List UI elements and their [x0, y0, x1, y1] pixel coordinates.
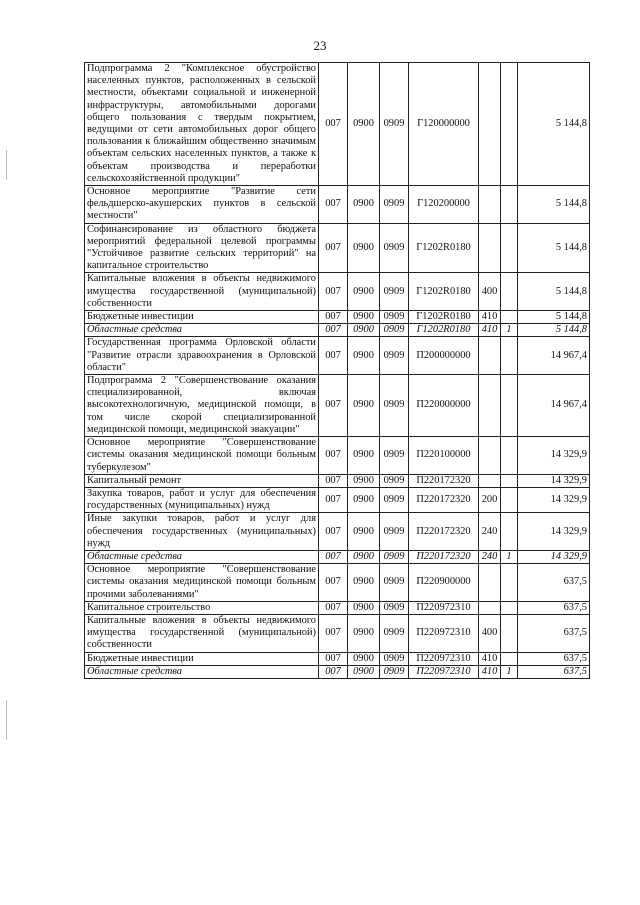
table-row [85, 223, 590, 273]
target-article-cell: П220972310 [409, 614, 479, 652]
section-code-cell: 0900 [348, 474, 380, 487]
amount-cell: 637,5 [518, 652, 590, 665]
target-article-cell: П220972310 [409, 601, 479, 614]
target-article-cell: Г1202R0180 [409, 223, 479, 273]
subsection-code-cell: 0909 [380, 337, 409, 375]
expense-type-cell [479, 437, 501, 475]
admin-code-cell: 007 [319, 665, 348, 678]
table-row [85, 63, 590, 186]
subsection-code-cell: 0909 [380, 550, 409, 563]
row-name-cell: Капитальный ремонт [85, 474, 319, 487]
table-row [85, 513, 590, 551]
subsection-code-cell: 0909 [380, 311, 409, 324]
table-row [85, 474, 590, 487]
funding-source-cell [501, 487, 518, 512]
admin-code-cell: 007 [319, 186, 348, 224]
binder-mark [6, 150, 7, 180]
row-name-cell: Капитальные вложения в объекты недвижимого имущества государственной (муниципальной) собственности [85, 273, 319, 311]
funding-source-cell: 1 [501, 665, 518, 678]
funding-source-cell [501, 311, 518, 324]
funding-source-cell [501, 273, 518, 311]
admin-code-cell: 007 [319, 273, 348, 311]
row-name-cell: Софинансирование из областного бюджета мероприятий федеральной целевой программы "Устойчивое развитие сельских территорий" на капитальное строительство [85, 223, 319, 273]
expense-type-cell: 200 [479, 487, 501, 512]
funding-source-cell [501, 614, 518, 652]
expense-type-cell [479, 63, 501, 186]
section-code-cell: 0900 [348, 186, 380, 224]
amount-cell: 14 329,9 [518, 513, 590, 551]
admin-code-cell: 007 [319, 375, 348, 437]
amount-cell: 14 329,9 [518, 437, 590, 475]
target-article-cell: П220972310 [409, 652, 479, 665]
target-article-cell: П220172320 [409, 487, 479, 512]
subsection-code-cell: 0909 [380, 324, 409, 337]
subsection-code-cell: 0909 [380, 273, 409, 311]
table-row [85, 601, 590, 614]
target-article-cell: П220172320 [409, 474, 479, 487]
expense-type-cell: 400 [479, 614, 501, 652]
target-article-cell: П220972310 [409, 665, 479, 678]
subsection-code-cell: 0909 [380, 513, 409, 551]
section-code-cell: 0900 [348, 564, 380, 602]
funding-source-cell: 1 [501, 550, 518, 563]
section-code-cell: 0900 [348, 614, 380, 652]
funding-source-cell [501, 186, 518, 224]
table-row [85, 665, 590, 678]
admin-code-cell: 007 [319, 601, 348, 614]
table-row [85, 375, 590, 437]
admin-code-cell: 007 [319, 550, 348, 563]
funding-source-cell: 1 [501, 324, 518, 337]
amount-cell: 14 329,9 [518, 474, 590, 487]
section-code-cell: 0900 [348, 375, 380, 437]
amount-cell: 5 144,8 [518, 223, 590, 273]
funding-source-cell [501, 437, 518, 475]
funding-source-cell [501, 513, 518, 551]
amount-cell: 5 144,8 [518, 273, 590, 311]
target-article-cell: Г1202R0180 [409, 311, 479, 324]
funding-source-cell [501, 564, 518, 602]
section-code-cell: 0900 [348, 437, 380, 475]
amount-cell: 637,5 [518, 564, 590, 602]
subsection-code-cell: 0909 [380, 186, 409, 224]
row-name-cell: Основное мероприятие "Совершенствование системы оказания медицинской помощи больным прочими заболеваниями" [85, 564, 319, 602]
target-article-cell: П220172320 [409, 513, 479, 551]
expense-type-cell [479, 601, 501, 614]
section-code-cell: 0900 [348, 601, 380, 614]
section-code-cell: 0900 [348, 324, 380, 337]
expense-type-cell [479, 337, 501, 375]
subsection-code-cell: 0909 [380, 63, 409, 186]
admin-code-cell: 007 [319, 324, 348, 337]
admin-code-cell: 007 [319, 614, 348, 652]
funding-source-cell [501, 601, 518, 614]
table-row [85, 273, 590, 311]
expense-type-cell: 240 [479, 513, 501, 551]
admin-code-cell: 007 [319, 223, 348, 273]
table-row [85, 614, 590, 652]
row-name-cell: Бюджетные инвестиции [85, 311, 319, 324]
funding-source-cell [501, 223, 518, 273]
amount-cell: 637,5 [518, 665, 590, 678]
binder-mark [6, 700, 7, 740]
section-code-cell: 0900 [348, 550, 380, 563]
funding-source-cell [501, 652, 518, 665]
row-name-cell: Капитальные вложения в объекты недвижимого имущества государственной (муниципальной) собственности [85, 614, 319, 652]
amount-cell: 14 967,4 [518, 375, 590, 437]
amount-cell: 5 144,8 [518, 186, 590, 224]
expense-type-cell: 410 [479, 324, 501, 337]
amount-cell: 14 967,4 [518, 337, 590, 375]
expense-type-cell: 400 [479, 273, 501, 311]
budget-table-body [85, 63, 590, 679]
subsection-code-cell: 0909 [380, 375, 409, 437]
admin-code-cell: 007 [319, 311, 348, 324]
budget-table [84, 62, 590, 679]
expense-type-cell [479, 186, 501, 224]
subsection-code-cell: 0909 [380, 614, 409, 652]
subsection-code-cell: 0909 [380, 437, 409, 475]
section-code-cell: 0900 [348, 273, 380, 311]
amount-cell: 5 144,8 [518, 63, 590, 186]
section-code-cell: 0900 [348, 337, 380, 375]
section-code-cell: 0900 [348, 63, 380, 186]
subsection-code-cell: 0909 [380, 652, 409, 665]
section-code-cell: 0900 [348, 487, 380, 512]
expense-type-cell: 240 [479, 550, 501, 563]
row-name-cell: Основное мероприятие "Развитие сети фельдшерско-акушерских пунктов в сельской местности" [85, 186, 319, 224]
section-code-cell: 0900 [348, 652, 380, 665]
section-code-cell: 0900 [348, 513, 380, 551]
amount-cell: 14 329,9 [518, 487, 590, 512]
amount-cell: 14 329,9 [518, 550, 590, 563]
table-row [85, 487, 590, 512]
section-code-cell: 0900 [348, 665, 380, 678]
row-name-cell: Подпрограмма 2 "Комплексное обустройство населенных пунктов, расположенных в сельской местности, объектами социальной и инженерной инфраструктуры, автомобильными дорогами общего пользования с твердым покрытием, ведущими от сети автомобильных дорог общего пользования к ближайшим общественно значимым объектам сельских населенных пунктов, а также к объектам производства и переработки сельскохозяйственной продукции" [85, 63, 319, 186]
target-article-cell: Г120000000 [409, 63, 479, 186]
target-article-cell: П200000000 [409, 337, 479, 375]
row-name-cell: Областные средства [85, 550, 319, 563]
target-article-cell: П220172320 [409, 550, 479, 563]
expense-type-cell: 410 [479, 652, 501, 665]
target-article-cell: Г120200000 [409, 186, 479, 224]
funding-source-cell [501, 375, 518, 437]
amount-cell: 5 144,8 [518, 311, 590, 324]
amount-cell: 5 144,8 [518, 324, 590, 337]
admin-code-cell: 007 [319, 513, 348, 551]
table-row [85, 324, 590, 337]
admin-code-cell: 007 [319, 564, 348, 602]
target-article-cell: П220000000 [409, 375, 479, 437]
table-row [85, 186, 590, 224]
expense-type-cell [479, 474, 501, 487]
subsection-code-cell: 0909 [380, 564, 409, 602]
funding-source-cell [501, 337, 518, 375]
row-name-cell: Иные закупки товаров, работ и услуг для обеспечения государственных (муниципальных) нужд [85, 513, 319, 551]
row-name-cell: Государственная программа Орловской области "Развитие отрасли здравоохранения в Орловской области" [85, 337, 319, 375]
section-code-cell: 0900 [348, 311, 380, 324]
expense-type-cell: 410 [479, 311, 501, 324]
admin-code-cell: 007 [319, 437, 348, 475]
expense-type-cell [479, 564, 501, 602]
table-row [85, 564, 590, 602]
funding-source-cell [501, 474, 518, 487]
amount-cell: 637,5 [518, 614, 590, 652]
row-name-cell: Подпрограмма 2 "Совершенствование оказания специализированной, включая высокотехнологичную, медицинской помощи, в том числе скорой специализированной медицинской помощи, медицинской эвакуации" [85, 375, 319, 437]
target-article-cell: П220100000 [409, 437, 479, 475]
table-row [85, 652, 590, 665]
admin-code-cell: 007 [319, 487, 348, 512]
row-name-cell: Капитальное строительство [85, 601, 319, 614]
row-name-cell: Основное мероприятие "Совершенствование системы оказания медицинской помощи больным туберкулезом" [85, 437, 319, 475]
page-number: 23 [313, 38, 327, 53]
admin-code-cell: 007 [319, 474, 348, 487]
admin-code-cell: 007 [319, 652, 348, 665]
admin-code-cell: 007 [319, 63, 348, 186]
target-article-cell: П220900000 [409, 564, 479, 602]
subsection-code-cell: 0909 [380, 474, 409, 487]
expense-type-cell: 410 [479, 665, 501, 678]
table-row [85, 550, 590, 563]
row-name-cell: Областные средства [85, 665, 319, 678]
subsection-code-cell: 0909 [380, 487, 409, 512]
subsection-code-cell: 0909 [380, 223, 409, 273]
admin-code-cell: 007 [319, 337, 348, 375]
subsection-code-cell: 0909 [380, 665, 409, 678]
amount-cell: 637,5 [518, 601, 590, 614]
table-row [85, 337, 590, 375]
table-row [85, 311, 590, 324]
table-row [85, 437, 590, 475]
row-name-cell: Бюджетные инвестиции [85, 652, 319, 665]
target-article-cell: Г1202R0180 [409, 273, 479, 311]
subsection-code-cell: 0909 [380, 601, 409, 614]
target-article-cell: Г1202R0180 [409, 324, 479, 337]
row-name-cell: Областные средства [85, 324, 319, 337]
row-name-cell: Закупка товаров, работ и услуг для обеспечения государственных (муниципальных) нужд [85, 487, 319, 512]
funding-source-cell [501, 63, 518, 186]
expense-type-cell [479, 375, 501, 437]
section-code-cell: 0900 [348, 223, 380, 273]
expense-type-cell [479, 223, 501, 273]
